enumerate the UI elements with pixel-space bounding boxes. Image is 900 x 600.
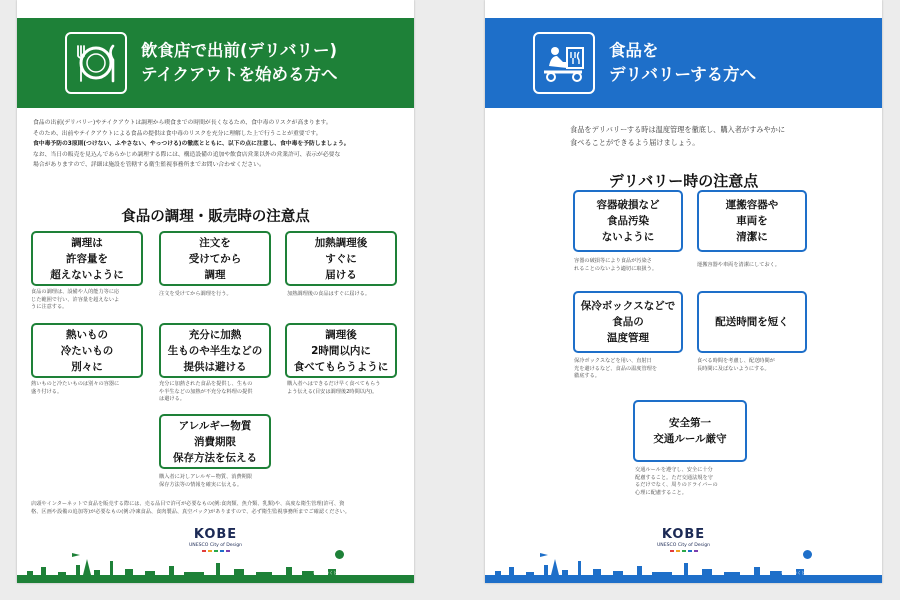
page-title: 飲食店で出前(デリバリー) テイクアウトを始める方へ	[141, 41, 338, 84]
intro-text	[570, 123, 785, 149]
intro-line: なお、当日の販売を見込んであらかじめ調理する際には、構造設備の追加や飲食店営業以外の営業許可、表示が必要な	[33, 151, 341, 158]
card-desc: 充分に加熱された食品を提供し、生もの や半生などの加熱が不充分な料理の提供 は避ける。	[159, 381, 253, 402]
poster-takeout	[17, 0, 414, 583]
intro-line: 食品の出前(デリバリー)やテイクアウトは調理から喫食までの時間が長くなるため、食中毒のリスクが高まります。	[33, 120, 332, 126]
section-title: 食品の調理・販売時の注意点	[121, 209, 310, 225]
anchor-icon	[803, 550, 812, 559]
card-traffic-safety: 安全第一 交通ルール厳守	[633, 400, 747, 462]
card-heat: 充分に加熱 生ものや半生などの 提供は避ける	[159, 323, 271, 378]
section-title: デリバリー時の注意点	[608, 172, 759, 190]
intro-line-emphasis: 食中毒予防の3原則(つけない、ふやさない、やっつける)の徹底とともに、以下の点に注意し、食中毒を予防しましょう。	[33, 141, 350, 147]
card-deliver-fast: 加熱調理後 すぐに 届ける	[285, 231, 397, 286]
card-container: 容器破損など 食品汚染 ないように	[573, 190, 683, 252]
poster-delivery	[485, 0, 882, 583]
card-desc: 加熱調理後の食品はすぐに届ける。	[287, 291, 371, 297]
logo-word: KOBE	[661, 527, 706, 542]
card-desc: 食べる時間を考慮し、配送時間が 長時間に及ばないようにする。	[697, 358, 775, 372]
intro-text	[33, 118, 350, 171]
card-desc: 容器の破損等により食品が汚染さ れることのないよう適切に取扱う。	[574, 258, 658, 272]
footer-caption: ※目につくところに貼ってご利用ください。	[313, 570, 396, 575]
card-capacity: 調理は 許容量を 超えないように	[31, 231, 143, 286]
city-skyline-graphic	[485, 545, 882, 583]
header-banner	[485, 18, 882, 108]
card-desc: 購入者に対しアレルギー物質、消費期限 保存方法等の情報を確実に伝える。	[159, 474, 253, 488]
intro-line: 場合がありますので、詳細は施設を管轄する衛生監視事務所までお問い合わせください。	[33, 162, 265, 168]
card-desc: 購入者へはできるだけ早く食べてもらう よう伝える(目安は調理後2時間以内)。	[287, 381, 381, 395]
intro-line: 食品をデリバリーする時は温度管理を徹底し、購入者がすみやかに	[570, 125, 786, 134]
card-short-delivery: 配送時間を短く	[697, 291, 807, 353]
page-title: 食品を デリバリーする方へ	[609, 41, 757, 84]
logo-sub: UNESCO City of Design	[188, 543, 243, 548]
delivery-scooter-icon	[533, 32, 595, 94]
footer-caption: ※目につくところに貼ってご利用ください。	[781, 570, 864, 575]
logo-sub: UNESCO City of Design	[656, 543, 711, 548]
card-desc: 熱いものと冷たいものは別々の容器に 盛り付ける。	[31, 381, 120, 395]
logo-word: KOBE	[193, 527, 238, 542]
card-desc: 注文を受けてから調理を行う。	[159, 291, 232, 297]
anchor-icon	[335, 550, 344, 559]
plate-fork-knife-icon	[65, 32, 127, 94]
card-desc: 運搬容器や車両を清潔にしておく。	[697, 262, 780, 268]
city-skyline-graphic	[17, 545, 414, 583]
card-clean: 運搬容器や 車両を 清潔に	[697, 190, 807, 252]
card-two-hours: 調理後 2時間以内に 食べてもらうように	[285, 323, 397, 378]
card-desc: 保冷ボックスなどを用い、直射日 光を避けるなど、食品の温度管理を 徹底する。	[574, 358, 658, 379]
header-banner	[17, 18, 414, 108]
card-desc: 食品の調理は、設備や人的能力等に応 じた範囲で行い、許容量を超えないよ うに注意する。	[31, 289, 120, 310]
intro-line: そのため、出前やテイクアウトによる食品の提供は食中毒のリスクを充分に理解した上で行うことが重要です。	[33, 130, 322, 137]
card-allergy: アレルギー物質 消費期限 保存方法を伝える	[159, 414, 271, 469]
footnote: 店頭やインターネットで食品を販売する際には、売る品目で許可が必要なもの(例:食肉類、魚介類、乳類)や、高度な衛生管理(許可、資 格、区画や設備の追加等)が必要なもの(例:冷凍食品、食肉製品、真空パック)がありますので、必ず衛生監視事務所までご確認ください。	[31, 501, 350, 515]
card-desc: 交通ルールを遵守し、安全に十分 配慮すること。ただ交通法規を守 るだけでなく、周りのドライバーの 心理に配慮すること。	[635, 467, 718, 496]
card-temperature: 保冷ボックスなどで 食品の 温度管理	[573, 291, 683, 353]
card-hot-cold: 熱いもの 冷たいもの 別々に	[31, 323, 143, 378]
intro-line: 食べることができるよう届けましょう。	[570, 138, 700, 147]
card-order: 注文を 受けてから 調理	[159, 231, 271, 286]
